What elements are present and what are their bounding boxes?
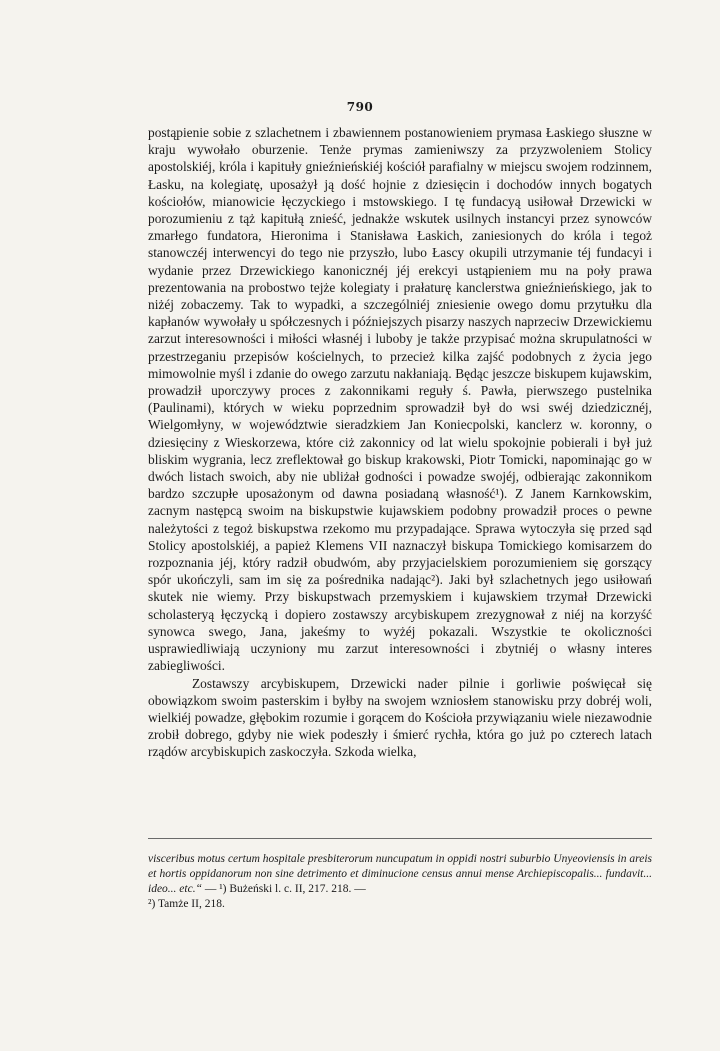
paragraph-2: Zostawszy arcybiskupem, Drzewicki nader pilnie i gorliwie poświęcał się obowiązkom swoim pasterskim i byłby na swojem wzniosłem stanowisku przy dobréj woli, wielkiéj powadze, głębokim rozumie i gorącem do Kościoła przywiązaniu wiele niezawodnie zrobił dobrego, gdyby nie wiek podeszły i śmierć rychła, która go już po czterech latach rządów arcybiskupich zaskoczyła. Szkoda wielka,	[148, 675, 652, 760]
footnote-divider	[148, 838, 652, 839]
footnote-2: ²) Tamże II, 218.	[148, 898, 225, 910]
footnote-1: — ¹) Bużeński l. c. II, 217. 218. —	[201, 883, 366, 895]
footnote-block	[148, 852, 652, 897]
footnotes	[148, 852, 652, 912]
page-number: 790	[346, 100, 374, 114]
main-text	[148, 124, 652, 761]
footnote-latin-quote: visceribus motus certum hospitale presbiterorum nuncupatum in oppidi nostri suburbio Unyeoviensis in areis et hortis oppidanorum non sine detrimento et diminucione census annui mense Archiepiscopalis... fundavit... ideo... etc.“	[148, 853, 652, 895]
paragraph-1: postąpienie sobie z szlachetnem i zbawiennem postanowieniem prymasa Łaskiego słuszne w kraju wywołało oburzenie. Tenże prymas zamieniwszy za przyzwoleniem Stolicy apostolskiéj, króla i kapituły gnieźnieńskiéj kościół parafialny w miejscu swojem rodzinnem, Łasku, na kolegiatę, uposażył ją dość hojnie z dziesięcin i dochodów innych bogatych kościołów, mianowicie łęczyckiego i mstowskiego. I tę fundacyą usiłował Drzewicki w porozumieniu z tąż kapitułą znieść, jednakże wskutek usilnych instancyi przez synowców zmarłego fundatora, Hieronima i Stanisława Łaskich, zaniesionych do króla i tegoż stanowczéj interwencyi do tego nie przyszło, lubo Łascy okupili utrzymanie téj fundacyi i wydanie przez Drzewickiego kanonicznéj jéj erekcyi ustąpieniem mu na poły prawa prezentowania na probostwo tejże kolegiaty i prałaturę kanclerstwa gnieźnieńskiego, jak to niżéj zobaczemy. Tak to wypadki, a szczególniéj zniesienie owego domu przytułku dla kapłanów wywołały u spółczesnych i późniejszych pisarzy naszych naprzeciw Drzewickiemu zarzut interesowności i miłości własnéj i luboby je także przypisać można skrupulatności w przestrzeganiu przepisów kościelnych, to przecież kilka zajść podobnych z życia jego mimowolnie myśl i zdanie do owego zarzutu nakłaniają. Będąc jeszcze biskupem kujawskim, prowadził uporczywy proces z zakonnikami reguły ś. Pawła, pierwszego pustelnika (Paulinami), których w wieku poprzednim sprowadził był do wsi swéj dziedzicznéj, Wielgomłyny, w województwie sieradzkiem Jan Koniecpolski, kanclerz w. koronny, o dziesięciny z Wieskorzewa, które ciż zakonnicy od lat wielu spokojnie pobierali i był już bliskim wygrania, lecz zreflektował go biskup krakowski, Piotr Tomicki, napominając go w dwóch listach swoich, aby nie ubliżał godności i powadze swojéj, odbierając zakonnikom bardzo szczupłe uposażonym od dawna posiadaną własność¹). Z Janem Karnkowskim, zacnym następcą swoim na biskupstwie kujawskiem podobny prowadził proces o pewne należytości z tegoż biskupstwa rzekomo mu przypadające. Sprawa wytoczyła się przed sąd Stolicy apostolskiéj, a papież Klemens VII naznaczył biskupa Tomickiego komisarzem do rozpoznania jéj, który radził obudwóm, aby przyjacielskiem porozumieniem się gorszący spór ukończyli, sam im się za pośrednika nadając²). Jaki był szlachetnych jego usiłowań skutek nie wiemy. Przy biskupstwach przemyskiem i kujawskiem trzymał Drzewicki scholasteryą łęczycką i dopiero zostawszy arcybiskupem zrezygnował z niéj na korzyść synowca swego, Jana, jakeśmy to wyżéj pokazali. Wszystkie te okoliczności usprawiedliwiają uczyniony mu zarzut interesowności i zbytniéj o własny interes zabiegliwości.	[148, 125, 652, 674]
